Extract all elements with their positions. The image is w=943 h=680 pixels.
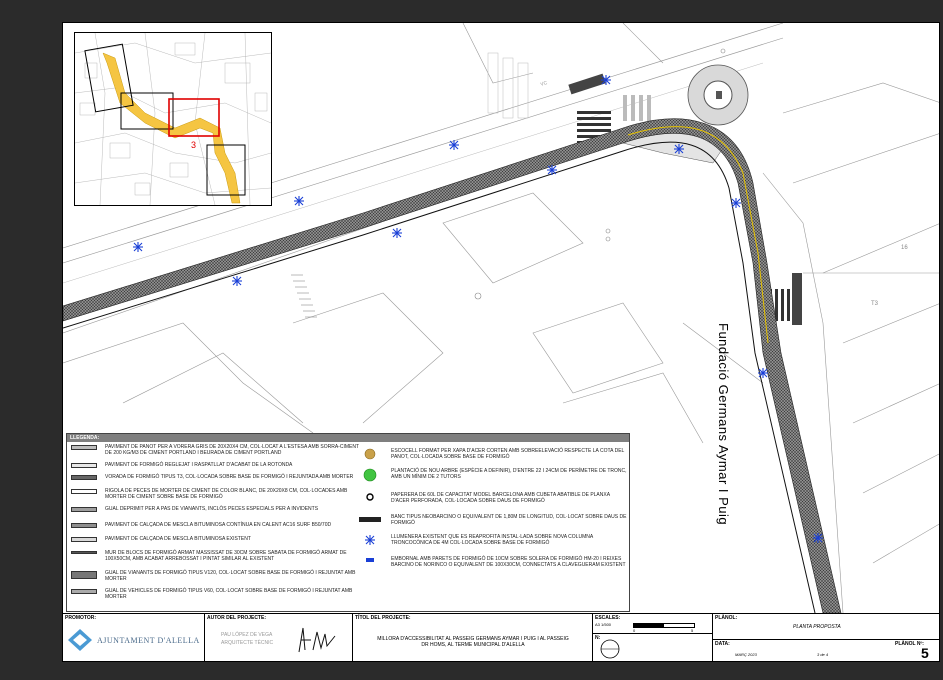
author-role: ARQUITECTE TÈCNIC: [221, 640, 274, 646]
legend-text: GUAL DE VEHICLES DE FORMIGÓ TIPUS V60, COL·LOCAT SOBRE BASE DE FORMIGÓ I REJUNTAT AMB MORTER: [105, 588, 353, 600]
divider: [593, 633, 712, 634]
legend-title: LLEGENDA:: [67, 434, 629, 442]
sheet-count: 3 de 4: [817, 652, 829, 657]
legend-item: [71, 444, 361, 456]
legend-text: MUR DE BLOCS DE FORMIGÓ ARMAT MASSISSAT DE 30CM SOBRE SABATA DE FORMIGÓ ARMAT DE 100X50CM, AMB ACABAT ARREBOSSAT I PINTAT SIMILAR AL EXISTENT: [105, 550, 347, 562]
legend-item: [71, 522, 331, 528]
bottom-bar: [0, 662, 943, 680]
building-name-label: Fundació Germans Aymar I Puig: [716, 323, 731, 526]
legend-swatch: [71, 551, 97, 554]
legend-item: [71, 488, 361, 500]
legend-swatch: [71, 445, 97, 450]
legend-item: [71, 570, 361, 582]
scale-tick: 5: [691, 628, 694, 633]
parcel-label-t3: T3: [871, 301, 879, 307]
legend-item: [71, 588, 361, 600]
legend-item: [71, 474, 353, 480]
legend-panel: [66, 433, 630, 612]
legend-text: VORADA DE FORMIGÓ TIPUS T3, COL·LOCADA SOBRE BASE DE FORMIGÓ I REJUNTADA AMB MORTER: [105, 474, 354, 480]
legend-swatch: [71, 571, 97, 579]
parcel-label-16: 16: [901, 245, 908, 251]
promotor-cell: [63, 614, 205, 662]
project-cell: [353, 614, 593, 662]
drawing-sheet: [62, 22, 940, 662]
legend-text: EMBORNAL AMB PARETS DE FORMIGÓ DE 10CM SOBRE SOLERA DE FORMIGÓ HM-20 I REIXES BARCINO DE NORINCO O EQUIVALENT DE 100X30CM, CONNECTATS A CLAVEGUERAM EXISTENT: [391, 556, 626, 568]
inset-sheet-number: 3: [191, 140, 197, 150]
plan-number: 5: [921, 645, 929, 661]
drain-icon: [357, 556, 383, 566]
legend-swatch: [71, 589, 97, 594]
legend-item: [71, 462, 292, 468]
legend-text: ESCOCELL FORMAT PER XAPA D'ACER CORTEN AMB SOBREELEVACIÓ RESPECTE LA COTA DEL PANOT, COL·LOCADA SOBRE BASE DE FORMIGÓ: [391, 448, 625, 460]
bench-icon: [357, 514, 383, 526]
legend-swatch: [71, 475, 97, 480]
north-label: N:: [595, 635, 601, 641]
bin-icon: [357, 492, 383, 504]
corten-tree-pit-icon: [357, 448, 383, 462]
title-block: [63, 613, 939, 662]
legend-text: PAVIMENT DE CALÇADA DE MESCLA BITUMINOSA CONTÍNUA EN CALENT AC16 SURF B50/70D: [105, 522, 332, 528]
plan-label: PLÀNOL:: [715, 615, 738, 621]
author-name: PAU LÓPEZ DE VEGA: [221, 632, 273, 638]
plan-name: PLANTA PROPOSTA: [793, 624, 841, 630]
date-value: MARÇ 2023: [735, 652, 757, 657]
legend-item: [357, 448, 627, 462]
legend-text: PAVIMENT DE FORMIGÓ REGLEJAT I RASPATLLAT D'ACABAT DE LA ROTONDA: [105, 462, 293, 468]
legend-text: LLUMENERA EXISTENT QUE ES REAPROFITA INSTAL·LADA SOBRE NOVA COLUMNA TRONCOCÒNICA DE 4M COL·LOCADA SOBRE BASE DE FORMIGÓ: [391, 534, 593, 546]
plan-cell: [713, 614, 939, 662]
date-label: DATA:: [715, 641, 730, 647]
legend-text: PAPERERA DE 60L DE CAPACITAT MODEL BARCELONA AMB CUBETA ABATIBLE DE PLANXA D'ACER PERFORADA, COL·LOCADA SOBRE DAUS DE FORMIGÓ: [391, 492, 610, 504]
legend-item: [357, 534, 627, 548]
legend-item: [357, 514, 627, 526]
north-arrow-icon: [599, 638, 623, 660]
legend-item: [71, 550, 361, 562]
legend-swatch: [71, 489, 97, 494]
legend-item: [357, 468, 627, 484]
street-label: VC: [539, 80, 549, 88]
project-label: TÍTOL DEL PROJECTE:: [355, 615, 411, 621]
streetlight-icon: [357, 534, 383, 548]
municipality-logo-icon: [67, 628, 93, 652]
scale-label: ESCALES:: [595, 615, 621, 621]
author-label: AUTOR DEL PROJECTE:: [207, 615, 266, 621]
legend-swatch: [71, 463, 97, 468]
scale-value: A3 1/500: [595, 622, 612, 627]
inset-map-graphic: [75, 33, 271, 205]
scale-bar: [633, 623, 695, 628]
legend-item: [71, 506, 318, 512]
legend-text: GUAL DE VIANANTS DE FORMIGÓ TIPUS V120, COL·LOCAT SOBRE BASE DE FORMIGÓ I REJUNTAT AMB MORTER: [105, 570, 356, 582]
scale-cell: [593, 614, 713, 662]
project-title: MILLORA D'ACCESSIBILITAT AL PASSEIG GERMANS AYMAR I PUIG I AL PASSEIG DR HOMS, AL TERME MUNICIPAL D'ALELLA: [377, 636, 569, 648]
legend-item: [357, 492, 627, 504]
scale-tick: 0: [633, 628, 636, 633]
top-bar: [0, 0, 943, 18]
legend-swatch: [71, 507, 97, 512]
legend-text: BANC TIPUS NEOBARCINO O EQUIVALENT DE 1,80M DE LONGITUD, COL·LOCAT SOBRE DAUS DE FORMIGÓ: [391, 514, 627, 526]
legend-swatch: [71, 537, 97, 542]
legend-text: GUAL DEPRIMIT PER A PAS DE VIANANTS, INCLÒS PECES ESPECIALS PER A INVIDENTS: [105, 506, 319, 512]
legend-item: [71, 536, 251, 542]
legend-text: PAVIMENT DE CALÇADA DE MESCLA BITUMINOSA EXISTENT: [105, 536, 251, 542]
legend-item: [357, 556, 627, 568]
signature-icon: [295, 622, 343, 654]
location-inset-map: [74, 32, 272, 206]
legend-text: PAVIMENT DE PANOT PER A VORERA GRIS DE 20X20X4 CM, COL·LOCAT A L'ESTESA AMB SORRA-CIMENT DE 200 KG/M3 DE CIMENT PORTLAND I BEURADA DE CIMENT PORTLAND: [105, 444, 359, 456]
legend-text: PLANTACIÓ DE NOU ARBRE (ESPÈCIE A DEFINIR), D'ENTRE 22 I 24CM DE PERÍMETRE DE TRONC, AMB UN MÍNIM DE 2 TUTORS: [391, 468, 627, 480]
legend-swatch: [71, 523, 97, 528]
plan-number-label: PLÀNOL Nº:: [895, 641, 924, 647]
author-cell: [205, 614, 353, 662]
legend-text: RIGOLA DE PECES DE MORTER DE CIMENT DE COLOR BLANC, DE 20X20X8 CM, COL·LOCADES AMB MORTER DE CIMENT SOBRE BASE DE FORMIGÓ: [105, 488, 348, 500]
promotor-label: PROMOTOR:: [65, 615, 97, 621]
tree-icon: [357, 468, 383, 484]
promotor-name: AJUNTAMENT D'ALELLA: [97, 636, 200, 645]
